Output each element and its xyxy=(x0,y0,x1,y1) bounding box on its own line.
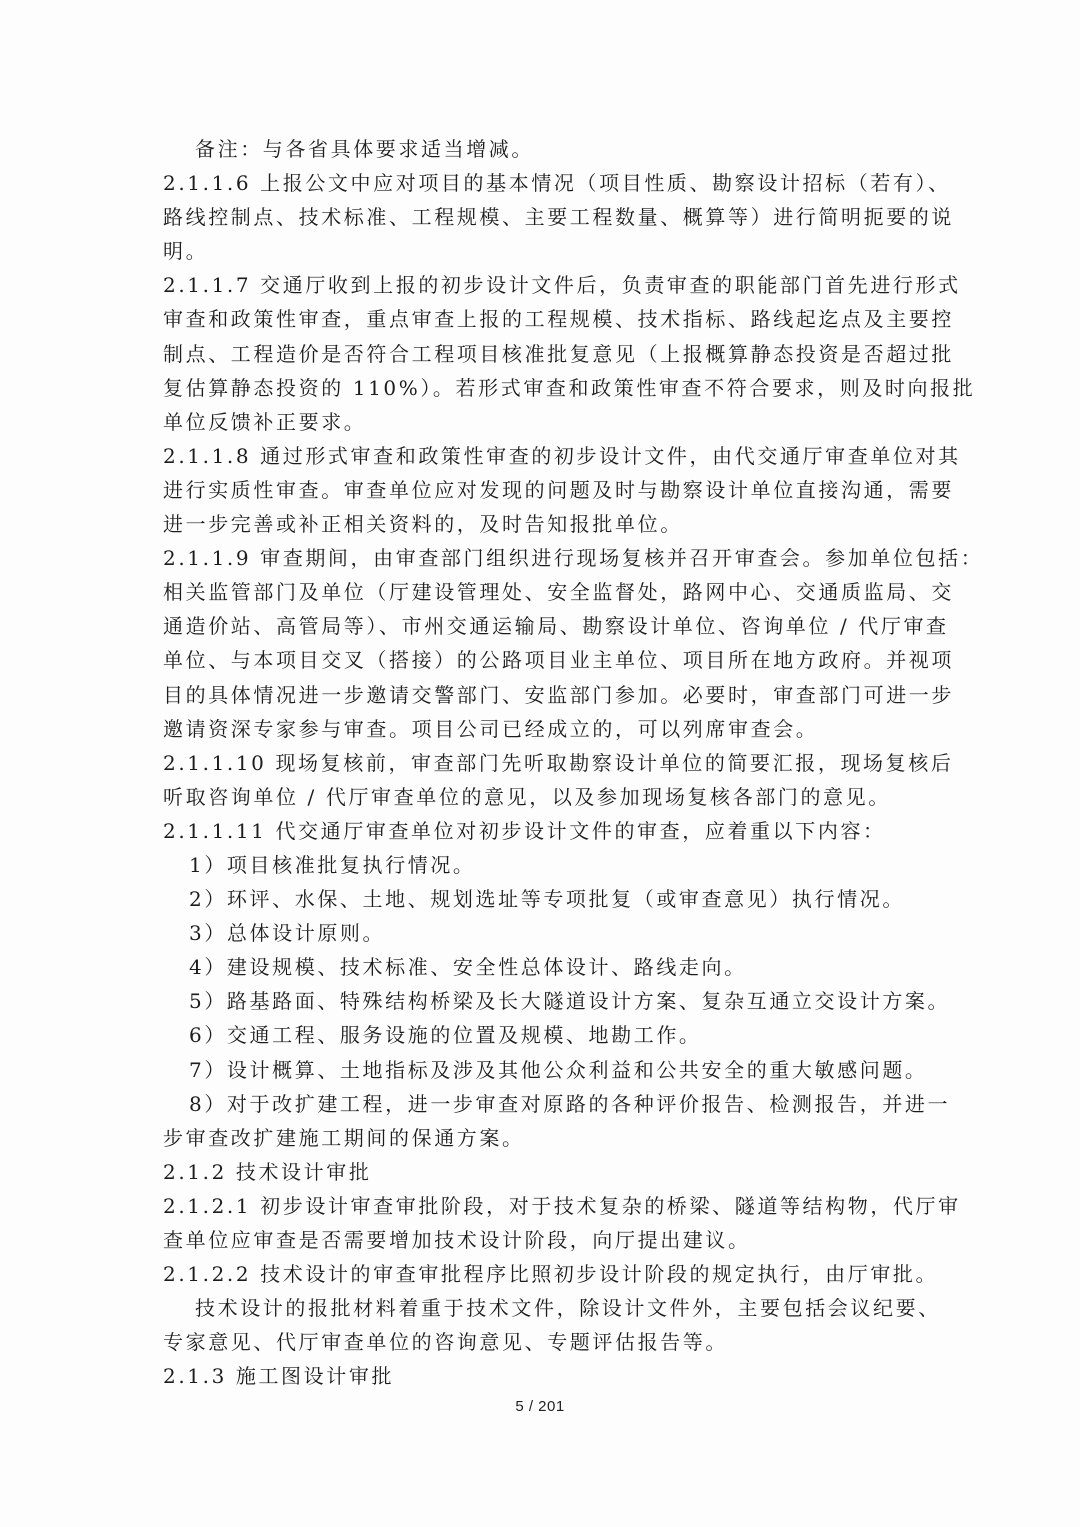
text-line: 技术设计的报批材料着重于技术文件，除设计文件外，主要包括会议纪要、 xyxy=(195,1296,941,1321)
text-line: 明。 xyxy=(163,239,209,264)
text-line: 审查和政策性审查，重点审查上报的工程规模、技术指标、路线起迄点及主要控 xyxy=(163,307,954,332)
text-line: 2.1.1.7 交通厅收到上报的初步设计文件后，负责审查的职能部门首先进行形式 xyxy=(163,273,961,298)
text-line: 2.1.1.9 审查期间，由审查部门组织进行现场复核并召开审查会。参加单位包括： xyxy=(163,546,984,571)
section-heading: 2.1.2 技术设计审批 xyxy=(163,1159,372,1184)
text-line: 2.1.1.10 现场复核前，审查部门先听取勘察设计单位的简要汇报，现场复核后 xyxy=(163,750,954,775)
list-item: 4）建设规模、技术标准、安全性总体设计、路线走向。 xyxy=(189,955,747,980)
text-line: 步审查改扩建施工期间的保通方案。 xyxy=(163,1125,525,1150)
section-heading: 2.1.3 施工图设计审批 xyxy=(163,1364,395,1389)
list-item: 2）环评、水保、土地、规划选址等专项批复（或审查意见）执行情况。 xyxy=(189,887,905,912)
text-line: 单位、与本项目交叉（搭接）的公路项目业主单位、项目所在地方政府。并视项 xyxy=(163,648,954,673)
text-line: 专家意见、代厅审查单位的咨询意见、专题评估报告等。 xyxy=(163,1330,728,1355)
text-line: 进一步完善或补正相关资料的，及时告知报批单位。 xyxy=(163,512,683,537)
text-line: 路线控制点、技术标准、工程规模、主要工程数量、概算等）进行简明扼要的说 xyxy=(163,205,954,230)
text-line: 2.1.1.6 上报公文中应对项目的基本情况（项目性质、勘察设计招标（若有）、 xyxy=(163,171,951,196)
list-item: 7）设计概算、土地指标及涉及其他公众利益和公共安全的重大敏感问题。 xyxy=(189,1057,928,1082)
list-item: 8）对于改扩建工程，进一步审查对原路的各种评价报告、检测报告，并进一 xyxy=(189,1091,951,1116)
remark-line: 备注：与各省具体要求适当增减。 xyxy=(195,137,534,161)
text-line: 复估算静态投资的 110%）。若形式审查和政策性审查不符合要求，则及时向报批 xyxy=(163,375,976,400)
text-line: 通造价站、高管局等）、市州交通运输局、勘察设计单位、咨询单位 / 代厅审查 xyxy=(163,614,949,639)
text-line: 目的具体情况进一步邀请交警部门、安监部门参加。必要时，审查部门可进一步 xyxy=(163,682,954,707)
text-line: 制点、工程造价是否符合工程项目核准批复意见（上报概算静态投资是否超过批 xyxy=(163,341,954,366)
text-line: 2.1.1.8 通过形式审查和政策性审查的初步设计文件，由代交通厅审查单位对其 xyxy=(163,443,961,468)
text-line: 2.1.1.11 代交通厅审查单位对初步设计文件的审查，应着重以下内容： xyxy=(163,818,886,843)
list-item: 1）项目核准批复执行情况。 xyxy=(189,852,476,877)
text-line: 查单位应审查是否需要增加技术设计阶段，向厅提出建议。 xyxy=(163,1228,751,1252)
list-item: 5）路基路面、特殊结构桥梁及长大隧道设计方案、复杂互通立交设计方案。 xyxy=(189,989,951,1014)
text-line: 单位反馈补正要求。 xyxy=(163,409,367,434)
text-line: 相关监管部门及单位（厅建设管理处、安全监督处，路网中心、交通质监局、交 xyxy=(163,580,954,605)
text-line: 邀请资深专家参与审查。项目公司已经成立的，可以列席审查会。 xyxy=(163,716,819,741)
text-line: 2.1.2.2 技术设计的审查审批程序比照初步设计阶段的规定执行，由厅审批。 xyxy=(163,1262,939,1287)
page-number: 5 / 201 xyxy=(515,1398,565,1415)
text-line: 进行实质性审查。审查单位应对发现的问题及时与勘察设计单位直接沟通，需要 xyxy=(163,477,954,502)
text-line: 听取咨询单位 / 代厅审查单位的意见，以及参加现场复核各部门的意见。 xyxy=(163,784,891,809)
document-body xyxy=(163,132,984,1393)
text-line: 2.1.2.1 初步设计审查审批阶段，对于技术复杂的桥梁、隧道等结构物，代厅审 xyxy=(163,1193,961,1218)
list-item: 6）交通工程、服务设施的位置及规模、地勘工作。 xyxy=(189,1023,702,1048)
list-item: 3）总体设计原则。 xyxy=(189,921,386,946)
